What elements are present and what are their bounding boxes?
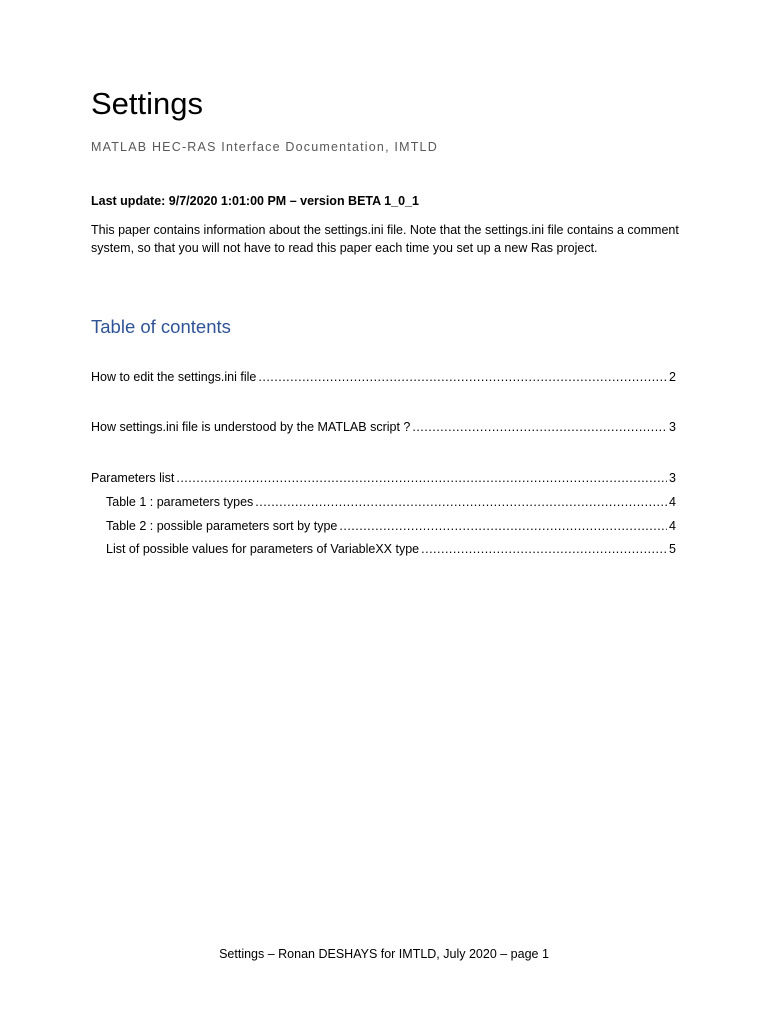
toc-entry-edit-settings[interactable] <box>91 369 676 385</box>
toc-leader <box>176 470 667 486</box>
toc-entry-variablexx-values[interactable] <box>106 541 676 557</box>
toc-entry-text: List of possible values for parameters of VariableXX type <box>106 542 420 556</box>
toc-entry-parameters-list[interactable] <box>91 470 676 486</box>
toc-entry-page: 5 <box>669 542 676 556</box>
last-update-line: Last update: 9/7/2020 1:01:00 PM – version BETA 1_0_1 <box>91 194 419 208</box>
toc-entry-text: How to edit the settings.ini file <box>91 370 257 384</box>
toc-entry-table-1[interactable] <box>106 494 676 510</box>
toc-entry-page: 3 <box>669 420 676 434</box>
toc-entry-text: How settings.ini file is understood by the MATLAB script ? <box>91 420 411 434</box>
toc-entry-text: Table 2 : possible parameters sort by type <box>106 519 338 533</box>
toc-entry-how-understood[interactable] <box>91 419 676 435</box>
page-footer: Settings – Ronan DESHAYS for IMTLD, July 2020 – page 1 <box>219 947 549 961</box>
toc-entry-page: 4 <box>669 519 676 533</box>
toc-leader <box>339 518 667 534</box>
toc-entry-page: 3 <box>669 471 676 485</box>
toc-leader <box>258 369 667 385</box>
toc-entry-table-2[interactable] <box>106 518 676 534</box>
toc-leader <box>421 541 667 557</box>
toc-entry-text: Parameters list <box>91 471 175 485</box>
toc-heading: Table of contents <box>91 316 231 337</box>
toc-leader <box>255 494 667 510</box>
toc-entry-page: 4 <box>669 495 676 509</box>
toc-leader <box>412 419 667 435</box>
toc-entry-page: 2 <box>669 370 676 384</box>
toc-entry-text: Table 1 : parameters types <box>106 495 254 509</box>
page-subtitle: MATLAB HEC-RAS Interface Documentation, IMTLD <box>91 140 438 154</box>
intro-paragraph: This paper contains information about the settings.ini file. Note that the settings.ini file contains a comment system, so that you will not have to read this paper each time you set up a new Ras project. <box>91 223 679 255</box>
page-title: Settings <box>91 86 204 121</box>
